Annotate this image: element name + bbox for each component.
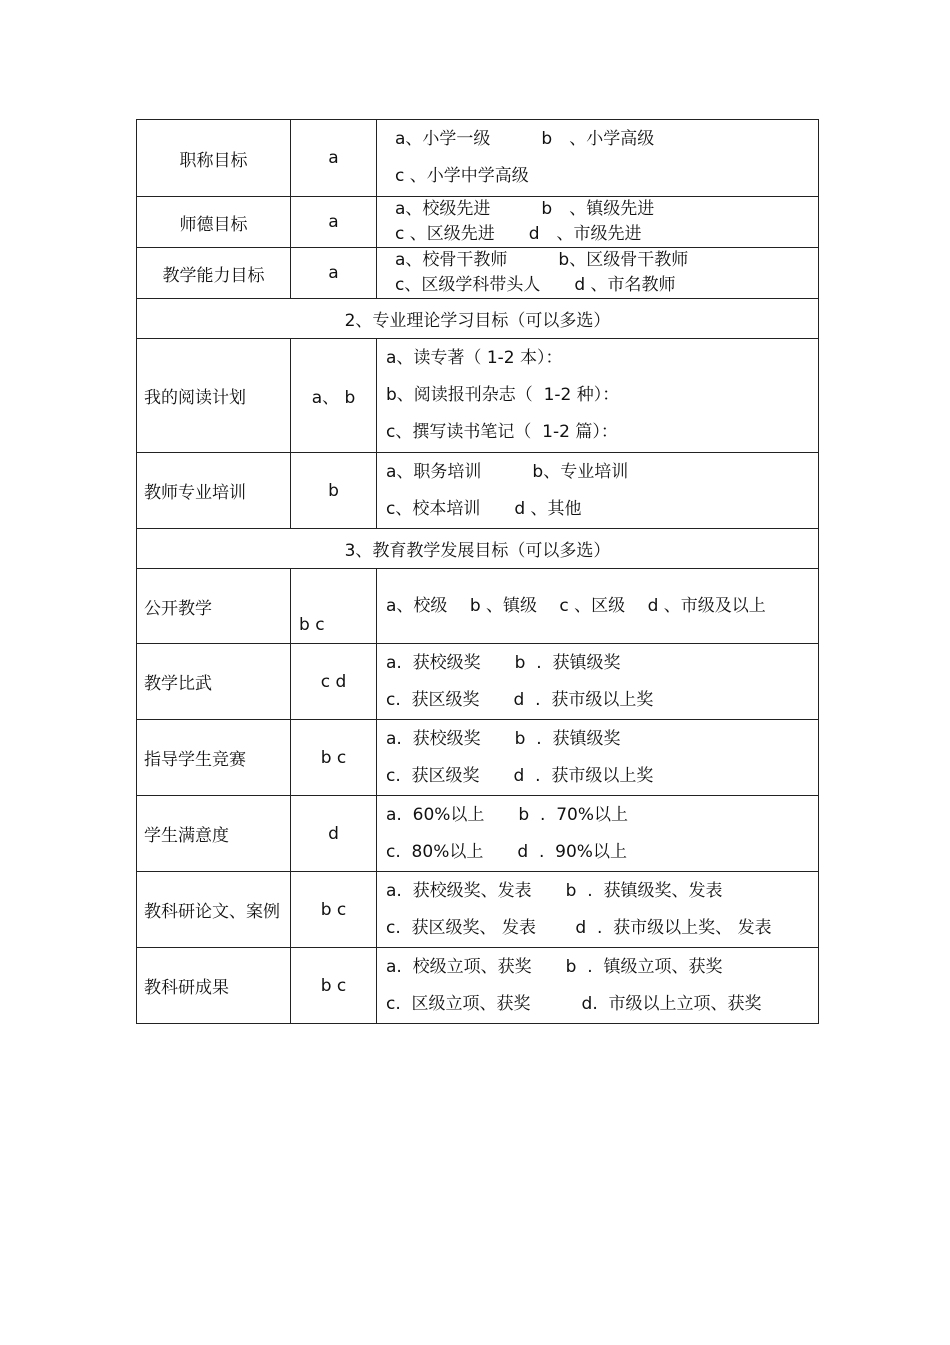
table-row xyxy=(137,569,819,644)
category-cell: 教学比武 xyxy=(137,644,291,720)
options-cell xyxy=(377,569,819,644)
category-cell: 教学能力目标 xyxy=(137,248,291,299)
option-line: a. 60%以上 b . 70%以上 xyxy=(386,804,629,825)
selection-cell: b c xyxy=(291,948,377,1024)
option-line: a、校骨干教师 b、区级骨干教师 xyxy=(395,250,689,270)
table-row xyxy=(137,248,819,299)
options-cell xyxy=(377,796,819,872)
table-row xyxy=(137,453,819,529)
table-row xyxy=(137,872,819,948)
section-row xyxy=(137,529,819,569)
section-title: 3、教育教学发展目标（可以多选） xyxy=(137,529,819,569)
options-cell xyxy=(377,248,819,299)
option-line: c、撰写读书笔记（ 1-2 篇）： xyxy=(386,422,618,442)
selection-cell: a、 b xyxy=(291,339,377,453)
table-row xyxy=(137,644,819,720)
option-line: c 、小学中学高级 xyxy=(395,166,529,186)
selection-cell: b c xyxy=(291,872,377,948)
option-line: a. 获校级奖 b . 获镇级奖 xyxy=(386,728,621,749)
category-cell: 教科研论文、案例 xyxy=(137,872,291,948)
option-line: c、校本培训 d 、其他 xyxy=(386,498,582,519)
option-line: c. 获区级奖 d . 获市级以上奖 xyxy=(386,689,654,710)
option-line: a、校级 b 、镇级 c 、区级 d 、市级及以上 xyxy=(386,595,766,616)
option-line: c. 区级立项、获奖 d. 市级以上立项、获奖 xyxy=(386,993,762,1014)
option-line: a. 获校级奖 b . 获镇级奖 xyxy=(386,652,621,673)
category-cell: 指导学生竞赛 xyxy=(137,720,291,796)
option-line: c. 获区级奖、 发表 d . 获市级以上奖、 发表 xyxy=(386,917,772,938)
options-cell xyxy=(377,197,819,248)
option-line: a、校级先进 b 、镇级先进 xyxy=(395,199,655,219)
table-row xyxy=(137,948,819,1024)
option-line: a. 获校级奖、发表 b . 获镇级奖、发表 xyxy=(386,880,723,901)
options-cell xyxy=(377,339,819,453)
category-cell: 师德目标 xyxy=(137,197,291,248)
option-line: a、读专著（ 1-2 本）： xyxy=(386,348,563,368)
table-row xyxy=(137,120,819,197)
category-cell: 职称目标 xyxy=(137,120,291,197)
table-row xyxy=(137,796,819,872)
section-row xyxy=(137,299,819,339)
option-line: a. 校级立项、获奖 b . 镇级立项、获奖 xyxy=(386,956,723,977)
selection-cell: b xyxy=(291,453,377,529)
selection-cell: b c xyxy=(291,569,377,644)
category-cell: 我的阅读计划 xyxy=(137,339,291,453)
options-cell xyxy=(377,948,819,1024)
option-line: c. 80%以上 d . 90%以上 xyxy=(386,841,627,862)
selection-cell: b c xyxy=(291,720,377,796)
table-row xyxy=(137,720,819,796)
category-cell: 教师专业培训 xyxy=(137,453,291,529)
selection-cell: d xyxy=(291,796,377,872)
options-cell xyxy=(377,453,819,529)
option-line: b、阅读报刊杂志（ 1-2 种）： xyxy=(386,385,620,405)
category-cell: 教科研成果 xyxy=(137,948,291,1024)
options-cell xyxy=(377,644,819,720)
selection-cell: c d xyxy=(291,644,377,720)
option-line: c 、区级先进 d 、市级先进 xyxy=(395,224,642,244)
option-line: a、职务培训 b、专业培训 xyxy=(386,461,629,482)
selection-cell: a xyxy=(291,248,377,299)
table-row xyxy=(137,197,819,248)
option-line: a、小学一级 b 、小学高级 xyxy=(395,129,655,149)
options-cell xyxy=(377,720,819,796)
section-title: 2、专业理论学习目标（可以多选） xyxy=(137,299,819,339)
options-cell xyxy=(377,120,819,197)
option-line: c、区级学科带头人 d 、市名教师 xyxy=(395,275,676,295)
category-cell: 学生满意度 xyxy=(137,796,291,872)
options-cell xyxy=(377,872,819,948)
selection-cell: a xyxy=(291,120,377,197)
goals-table xyxy=(136,119,819,1024)
option-line: c. 获区级奖 d . 获市级以上奖 xyxy=(386,765,654,786)
table-row xyxy=(137,339,819,453)
selection-cell: a xyxy=(291,197,377,248)
category-cell: 公开教学 xyxy=(137,569,291,644)
